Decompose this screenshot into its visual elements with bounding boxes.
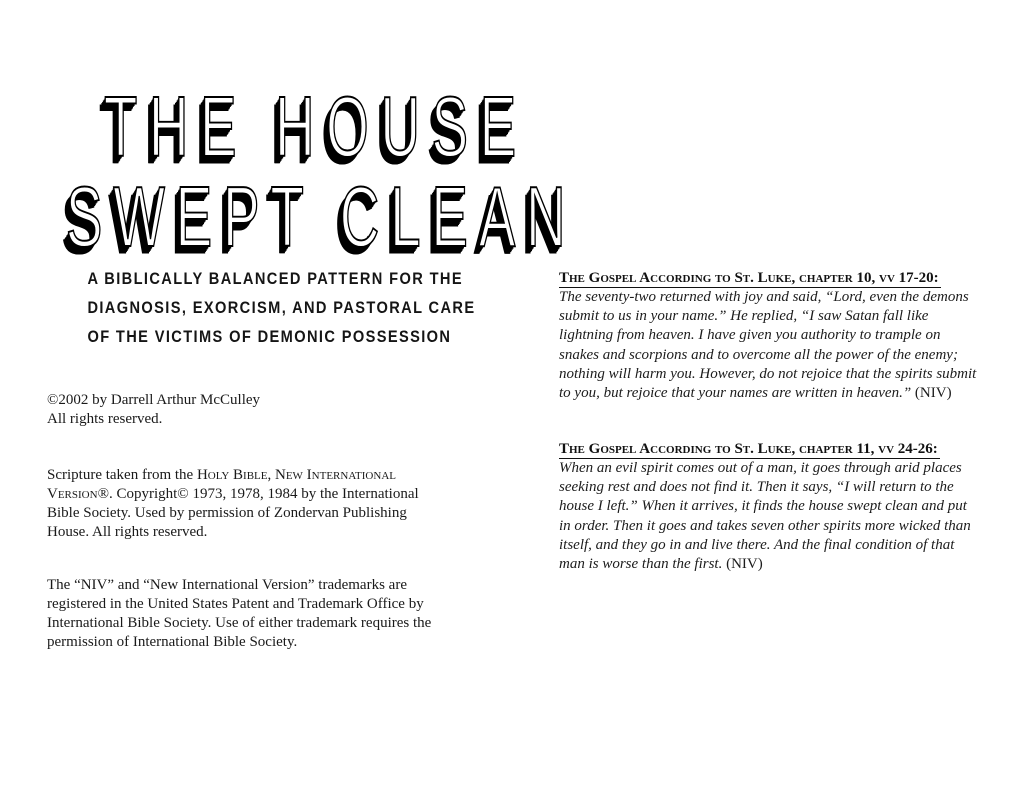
passage-line: seeking rest and does not find it. Then it says, “I will return to the: [559, 479, 954, 496]
passage-line: to you, but rejoice that your names are written in heaven.”: [559, 385, 912, 402]
passage-line: itself, and they go in and live there. And the final condition of that: [559, 536, 955, 553]
passage-line-last: [559, 555, 979, 574]
passage-heading: The Gospel According to St. Luke, chapter 11, vv 24-26:: [559, 441, 938, 457]
scripture-line-2: [47, 485, 457, 504]
scripture-line-1-text: Scripture taken from the: [47, 467, 197, 483]
passage-line: in order. Then it goes and takes seven other spirits more wicked than: [559, 517, 971, 534]
copyright-line: ©2002 by Darrell Arthur McCulley: [47, 392, 261, 408]
trademark-line-2: registered in the United States Patent and Trademark Office by: [47, 596, 424, 612]
scripture-permission-notice: [47, 466, 457, 542]
passage-line-last: [559, 384, 979, 403]
scripture-line-3: Bible Society. Used by permission of Zondervan Publishing: [47, 505, 407, 521]
passage-line: submit to us in your name.” He replied, “I saw Satan fall like: [559, 308, 929, 325]
passage-luke-11: [559, 440, 979, 574]
citation-niv: (NIV): [911, 385, 952, 402]
title-line-1: THE HOUSE: [104, 79, 528, 175]
passage-line: nothing will harm you. However, do not rejoice that the spirits submit: [559, 365, 977, 382]
passage-line: snakes and scorpions and to overcome all the power of the enemy;: [559, 346, 958, 363]
passage-line: house I left.” When it arrives, it finds the house swept clean and put: [559, 498, 967, 515]
trademark-line-1: The “NIV” and “New International Version” trademarks are: [47, 577, 407, 593]
passage-line: man is worse than the first.: [559, 556, 723, 573]
subtitle-line-3: OF THE VICTIMS OF DEMONIC POSSESSION: [87, 327, 452, 346]
passage-luke-10: [559, 269, 979, 403]
citation-niv: (NIV): [722, 556, 763, 573]
scripture-line-1: [47, 466, 457, 485]
version-smallcaps: Version: [47, 486, 98, 502]
scripture-line-2-text: ®. Copyright© 1973, 1978, 1984 by the International: [97, 486, 419, 502]
subtitle-line-2: DIAGNOSIS, EXORCISM, AND PASTORAL CARE: [87, 298, 476, 317]
subtitle-line-1: A BIBLICALLY BALANCED PATTERN FOR THE: [87, 269, 463, 288]
trademark-notice: [47, 576, 457, 652]
passage-heading: The Gospel According to St. Luke, chapter 10, vv 17-20:: [559, 270, 939, 286]
trademark-line-4: permission of International Bible Society.: [47, 634, 298, 650]
passage-text: [559, 288, 979, 403]
rights-reserved-line: All rights reserved.: [47, 411, 163, 427]
trademark-line-3: International Bible Society. Use of either trademark requires the: [47, 615, 432, 631]
copyright-notice: [47, 391, 457, 429]
passage-line: When an evil spirit comes out of a man, it goes through arid places: [559, 460, 962, 476]
bible-name-smallcaps: Holy Bible, New International: [196, 467, 396, 483]
title-line-2: SWEPT CLEAN: [66, 169, 577, 265]
passage-line: lightning from heaven. I have given you authority to trample on: [559, 327, 941, 344]
passage-text: [559, 459, 979, 574]
scripture-line-4: House. All rights reserved.: [47, 524, 208, 540]
passage-line: The seventy-two returned with joy and said, “Lord, even the demons: [559, 289, 969, 305]
